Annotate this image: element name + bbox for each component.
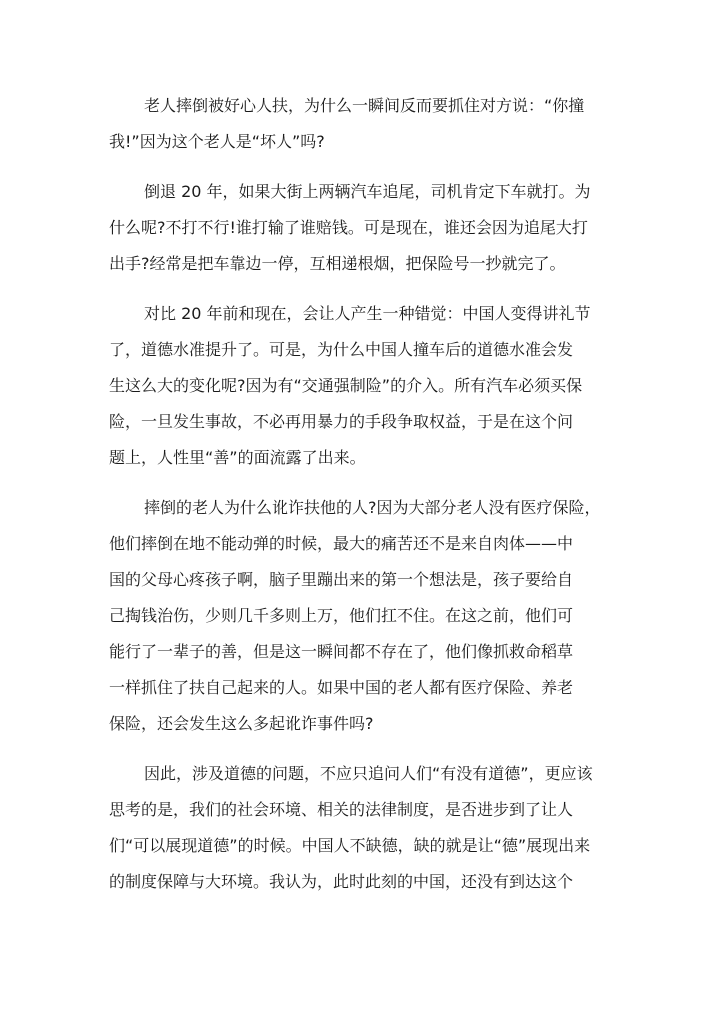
text-line: 己掏钱治伤，少则几千多则上万，他们扛不住。在这之前，他们可	[109, 606, 574, 625]
text-line: 思考的是，我们的社会环境、相关的法律制度，是否进步到了让人	[109, 800, 574, 819]
text-line: 国的父母心疼孩子啊，脑子里蹦出来的第一个想法是，孩子要给自	[109, 570, 574, 589]
text-line: 出手?经常是把车靠边一停，互相递根烟，把保险号一抄就完了。	[109, 254, 566, 273]
text-line: 险，一旦发生事故，不必再用暴力的手段争取权益，于是在这个问	[109, 412, 574, 431]
text-line: 摔倒的老人为什么讹诈扶他的人?因为大部分老人没有医疗保险，	[144, 498, 601, 517]
text-line: 了，道德水准提升了。可是，为什么中国人撞车后的道德水准会发	[109, 340, 574, 359]
text-line: 们“可以展现道德”的时候。中国人不缺德，缺的就是让“德”展现出来	[109, 836, 591, 855]
text-line: 对比 20 年前和现在，会让人产生一种错觉：中国人变得讲礼节	[144, 304, 591, 323]
text-line: 我!”因为这个老人是“坏人”吗?	[109, 132, 325, 151]
paragraph-3	[109, 296, 619, 476]
paragraph-2	[109, 174, 619, 282]
paragraph-5	[109, 756, 619, 900]
text-line: 因此，涉及道德的问题，不应只追问人们“有没有道德”，更应该	[144, 764, 593, 783]
text-line: 能行了一辈子的善，但是这一瞬间都不存在了，他们像抓救命稻草	[109, 642, 574, 661]
paragraph-1	[109, 88, 619, 160]
text-line: 一样抓住了扶自己起来的人。如果中国的老人都有医疗保险、养老	[109, 678, 574, 697]
text-line: 的制度保障与大环境。我认为，此时此刻的中国，还没有到达这个	[109, 872, 574, 891]
text-line: 他们摔倒在地不能动弹的时候，最大的痛苦还不是来自肉体——中	[109, 534, 574, 553]
text-line: 倒退 20 年，如果大街上两辆汽车追尾，司机肯定下车就打。为	[144, 182, 591, 201]
text-line: 老人摔倒被好心人扶，为什么一瞬间反而要抓住对方说：“你撞	[144, 96, 585, 115]
document-body	[109, 88, 619, 914]
text-line: 生这么大的变化呢?因为有“交通强制险”的介入。所有汽车必须买保	[109, 376, 583, 395]
text-line: 保险，还会发生这么多起讹诈事件吗?	[109, 714, 374, 733]
paragraph-4	[109, 490, 619, 742]
text-line: 什么呢?不打不行!谁打输了谁赔钱。可是现在，谁还会因为追尾大打	[109, 218, 588, 237]
text-line: 题上，人性里“善”的面流露了出来。	[109, 448, 366, 467]
